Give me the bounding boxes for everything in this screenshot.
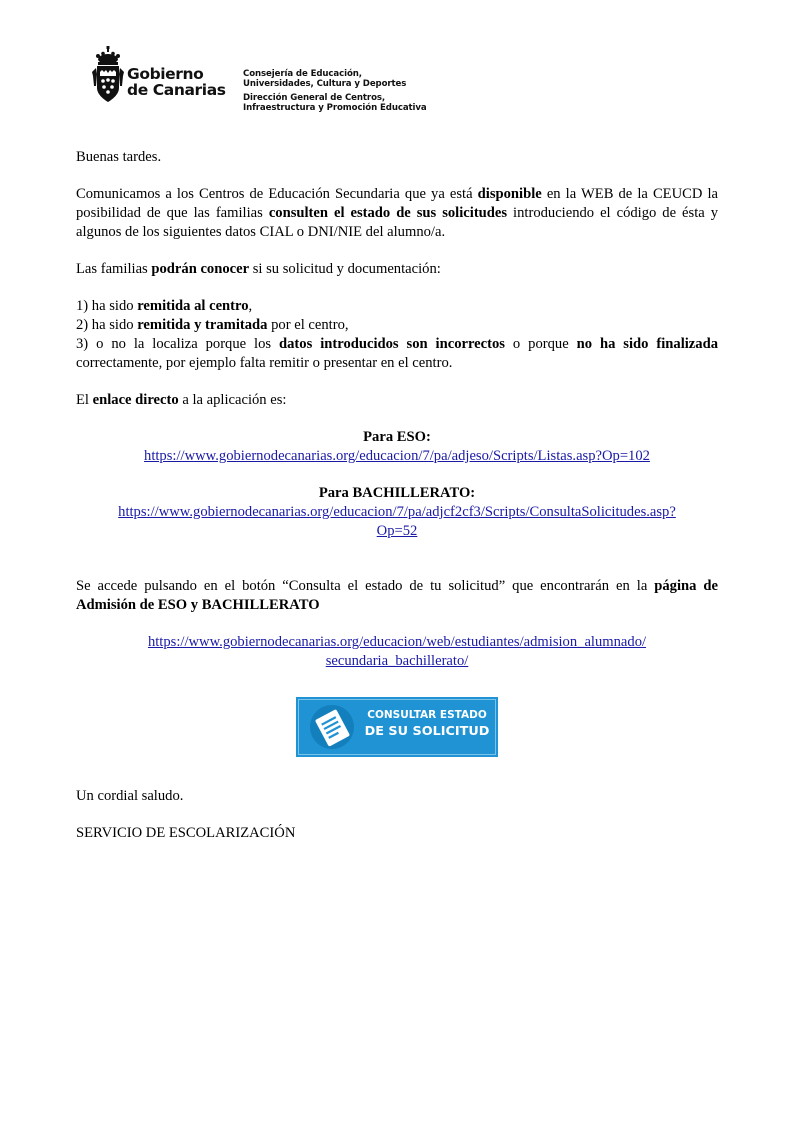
- org-line-2: Universidades, Cultura y Deportes: [243, 79, 407, 90]
- brand-name: [127, 66, 226, 98]
- brand-line-2: de Canarias: [127, 81, 226, 99]
- families-paragraph: Las familias podrán conocer si su solicitud y documentación:: [76, 261, 441, 277]
- list-item: 1) ha sido remitida al centro,: [76, 298, 253, 314]
- eso-link[interactable]: https://www.gobiernodecanarias.org/educacion/7/pa/adjeso/Scripts/Listas.asp?Op=102: [144, 448, 650, 464]
- eso-link-block: [76, 428, 718, 466]
- closing: Un cordial saludo.: [76, 788, 184, 804]
- list-item: 2) ha sido remitida y tramitada por el centro,: [76, 317, 349, 333]
- status-list: [76, 297, 718, 373]
- admission-link-block: [76, 633, 718, 671]
- bachillerato-link[interactable]: https://www.gobiernodecanarias.org/educacion/7/pa/adjcf2cf3/Scripts/ConsultaSolicitudes.asp? Op=52: [118, 504, 676, 539]
- link-intro: El enlace directo a la aplicación es:: [76, 392, 287, 408]
- brand-line-1: Gobierno: [127, 65, 204, 83]
- greeting: Buenas tardes.: [76, 149, 162, 165]
- bachillerato-title: Para BACHILLERATO:: [318, 485, 476, 501]
- intro-paragraph: Comunicamos a los Centros de Educación Secundaria que ya está disponible en la WEB de la CEUCD la posibilidad de que las familias consulten el estado de sus solicitudes introduciendo el código de ésta y algunos de los siguientes datos CIAL o DNI/NIE del alumno/a.: [76, 186, 718, 240]
- org-line-1: Consejería de Educación,: [243, 69, 362, 79]
- org-line-3: Dirección General de Centros,: [243, 92, 386, 103]
- org-line-4: Infraestructura y Promoción Educativa: [243, 103, 427, 114]
- access-paragraph: Se accede pulsando en el botón “Consulta el estado de tu solicitud” que encontrarán en la página de Admisión de ESO y BACHILLERATO: [76, 578, 719, 613]
- eso-title: Para ESO:: [363, 429, 431, 445]
- button-label: CONSULTAR ESTADO DE SU SOLICITUD: [364, 709, 490, 739]
- consult-status-button[interactable]: [296, 697, 498, 757]
- letter-body: [76, 148, 718, 843]
- bachillerato-link-block: [76, 484, 718, 541]
- letterhead: [92, 46, 472, 118]
- button-wrap: [76, 697, 718, 763]
- signature: SERVICIO DE ESCOLARIZACIÓN: [76, 825, 296, 841]
- document-icon: [306, 703, 358, 751]
- list-item: 3) o no la localiza porque los datos introducidos son incorrectos o porque no ha sido finalizada correctamente, por ejemplo falta remitir o presentar en el centro.: [76, 336, 718, 371]
- admission-link[interactable]: https://www.gobiernodecanarias.org/educacion/web/estudiantes/admision_alumnado/ secundaria_bachillerato/: [147, 634, 647, 669]
- department-name: [243, 69, 427, 114]
- coat-of-arms-icon: [92, 46, 124, 104]
